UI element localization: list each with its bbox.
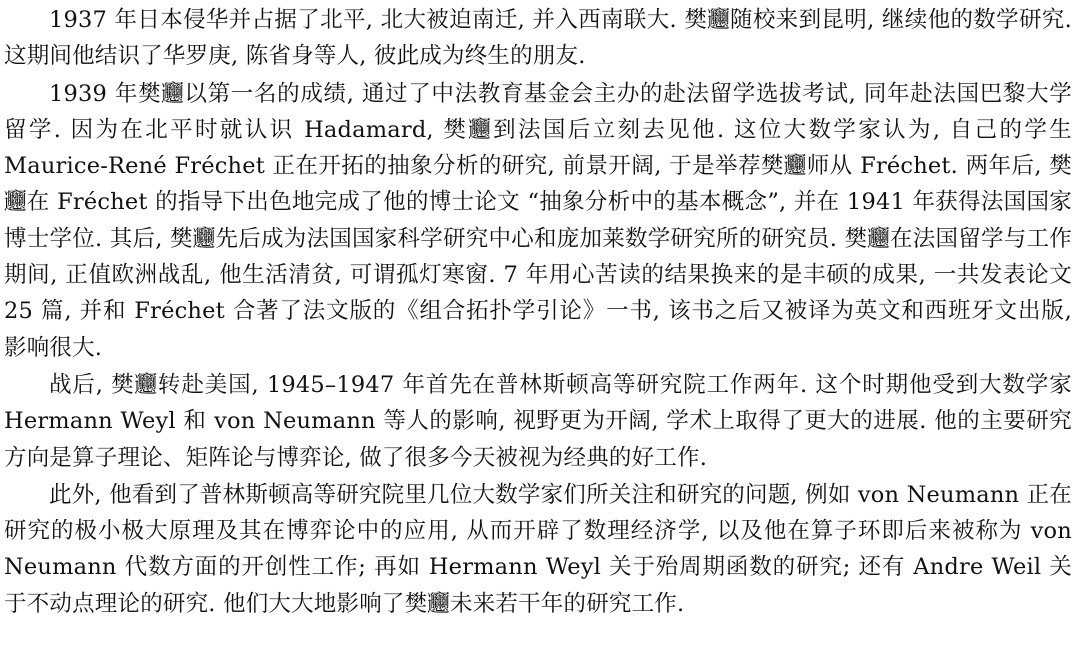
paragraph-research-influence: 此外, 他看到了普林斯顿高等研究院里几位大数学家们所关注和研究的问题, 例如 von Neumann 正在研究的极小极大原理及其在博弈论中的应用, 从而开辟了数理经济学, 以及他在算子环即后来被称为 von Neumann 代数方面的开创性工作; 再如 Hermann Weyl 关于殆周期函数的研究; 还有 Andre Weil 关于不动点理论的研究. 他们大大地影响了樊𰻝未来若干年的研究工作. <box>4 481 1072 617</box>
paragraph-1939-paris: 1939 年樊𰻝以第一名的成绩, 通过了中法教育基金会主办的赴法留学选拔考试, 同年赴法国巴黎大学留学. 因为在北平时就认识 Hadamard, 樊𰻝到法国后立刻去见他. 这位大数学家认为, 自己的学生 Maurice-René Fréchet 正在开拓的抽象分析的研究, 前景开阔, 于是举荐樊𰻝师从 Fréchet. 两年后, 樊𰻝在 Fréchet 的指导下出色地完成了他的博士论文 “抽象分析中的基本概念”, 并在 1941 年获得法国国家博士学位. 其后, 樊𰻝先后成为法国国家科学研究中心和庞加莱数学研究所的研究员. 樊𰻝在法国留学与工作期间, 正值欧洲战乱, 他生活清贫, 可谓孤灯寒窗. 7 年用心苦读的结果换来的是丰硕的成果, 一共发表论文 25 篇, 并和 Fréchet 合著了法文版的《组合拓扑学引论》一书, 该书之后又被译为英文和西班牙文出版, 影响很大. <box>4 80 1072 361</box>
paragraph-1937-beiping: 1937 年日本侵华并占据了北平, 北大被迫南迁, 并入西南联大. 樊𰻝随校来到昆明, 继续他的数学研究. 这期间他结识了华罗庚, 陈省身等人, 彼此成为终生的朋友. <box>4 7 1072 70</box>
paragraph-postwar-princeton: 战后, 樊𰻝转赴美国, 1945–1947 年首先在普林斯顿高等研究院工作两年. 这个时期他受到大数学家 Hermann Weyl 和 von Neumann 等人的影响, 视野更为开阔, 学术上取得了更大的进展. 他的主要研究方向是算子理论、矩阵论与博弈论, 做了很多今天被视为经典的好工作. <box>4 371 1072 471</box>
